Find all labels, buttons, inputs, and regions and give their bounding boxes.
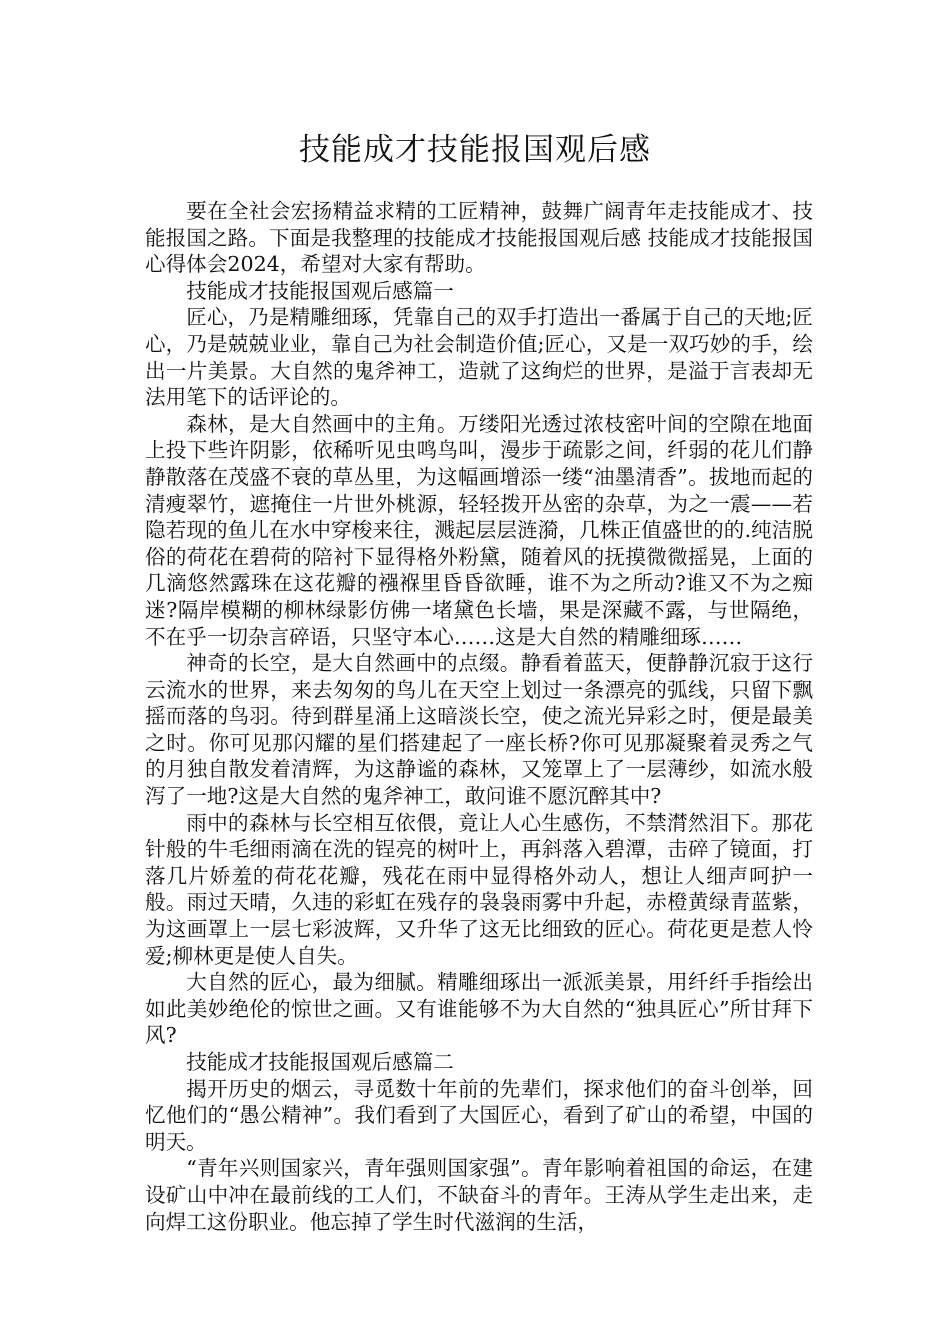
intro-paragraph: 要在全社会宏扬精益求精的工匠精神，鼓舞广阔青年走技能成才、技能报国之路。下面是我整理的技能成才技能报国观后感 技能成才技能报国心得体会2024，希望对大家有帮助。 [145,199,813,277]
paragraph: 揭开历史的烟云，寻觅数十年前的先辈们，探求他们的奋斗创举，回忆他们的“愚公精神”。我们看到了大国匠心，看到了矿山的希望，中国的明天。 [145,1076,813,1154]
section-heading-1: 技能成才技能报国观后感篇一 [186,278,454,303]
section-heading-2: 技能成才技能报国观后感篇二 [186,1050,454,1074]
paragraph: 森林，是大自然画中的主角。万缕阳光透过浓枝密叶间的空隙在地面上投下些许阴影，依稀听见虫鸣鸟叫，漫步于疏影之间，纤弱的花儿们静静散落在茂盛不衰的草丛里，为这幅画增添一缕“油墨清香”。拔地而起的清瘦翠竹，遮掩住一片世外桃源，轻轻拨开丛密的杂草，为之一震——若隐若现的鱼儿在水中穿梭来往，溅起层层涟漪，几株正值盛世的的.纯洁脱俗的荷花在碧荷的陪衬下显得格外粉黛，随着风的抚摸微微摇晃，上面的几滴悠然露珠在这花瓣的襁褓里昏昏欲睡，谁不为之所动?谁又不为之痴迷?隔岸模糊的柳林绿影仿佛一堵黛色长墙，果是深藏不露，与世隔绝，不在乎一切杂言碎语，只坚守本心……这是大自然的精雕细琢…… [145,411,813,649]
document-title: 技能成才技能报国观后感 [299,132,651,168]
paragraph: 神奇的长空，是大自然画中的点缀。静看着蓝天，便静静沉寂于这行云流水的世界，来去匆匆的鸟儿在天空上划过一条漂亮的弧线，只留下飘摇而落的鸟羽。待到群星涌上这暗淡长空，使之流光异彩之时，便是最美之时。你可见那闪耀的星们搭建起了一座长桥?你可见那凝聚着灵秀之气的月独自散发着清辉，为这静谧的森林，又笼罩上了一层薄纱，如流水般泻了一地?这是大自然的鬼斧神工，敢问谁不愿沉醉其中? [145,651,813,809]
paragraph: 匠心，乃是精雕细琢，凭靠自己的双手打造出一番属于自己的天地;匠心，乃是兢兢业业，靠自己为社会制造价值;匠心，又是一双巧妙的手，绘出一片美景。大自然的鬼斧神工，造就了这绚烂的世界，是溢于言表却无法用笔下的话评论的。 [145,305,813,410]
paragraph: 雨中的森林与长空相互依偎，竟让人心生感伤，不禁潸然泪下。那花针般的牛毛细雨滴在洗的锃亮的树叶上，再斜落入碧潭，击碎了镜面，打落几片娇羞的荷花花瓣，残花在雨中显得格外动人，想让人细声呵护一般。雨过天晴，久违的彩虹在残存的袅袅雨雾中升起，赤橙黄绿青蓝紫，为这画罩上一层七彩波辉，又升华了这无比细致的匠心。荷花更是惹人怜爱;柳林更是使人自失。 [145,810,813,968]
paragraph: “青年兴则国家兴，青年强则国家强”。青年影响着祖国的命运，在建设矿山中冲在最前线的工人们，不缺奋斗的青年。王涛从学生走出来，走向焊工这份职业。他忘掉了学生时代滋润的生活， [145,1156,813,1234]
document-body [145,198,813,1235]
paragraph: 大自然的匠心，最为细腻。精雕细琢出一派派美景，用纤纤手指绘出如此美妙绝伦的惊世之画。又有谁能够不为大自然的“独具匠心”所甘拜下风? [145,970,813,1048]
